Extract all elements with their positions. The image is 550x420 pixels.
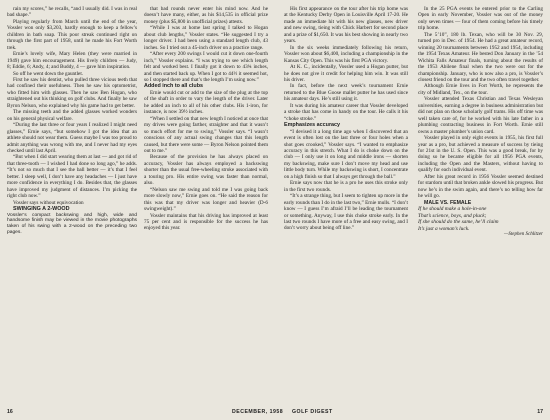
article-paragraph: “It’s a strange thing, but I seem to tighten up more in the early rounds than I do in the last two,” Ernie mulls. “I don’t know — I guess I’m afraid I’ll be leading the tournament or something. Anyway, I use this choke stroke early. In the last two rounds I have more of a free and easy swing, and I don’t worry about being off line.” [284, 193, 408, 232]
magazine-name: GOLF DIGEST [292, 409, 333, 415]
page-footer [0, 407, 550, 417]
article-paragraph: “But when I did start wearing them at last — and got rid of that three-tooth — I wished I had done so long ago,” he adds. “It’s not so much that I see the ball better — it’s that I feel better. I sleep well, I don’t have any headaches — I just have more confidence in everything I do. Besides that, the glasses have improved my judgment of distances. I’m picking the right club now.” [7, 154, 137, 200]
article-paragraph: “I devised it a long time ago when I discovered that an event is often lost on the last three or four holes when a shot goes crooked,” Vossler says. “I wanted to emphasize accuracy in this stretch. What I do is choke down on the club — I only use it on long and middle irons — shorten my backswing, make sure I don’t move my head and use little body turn. While my backswing is short, I concentrate on a high finish so that I always get through the ball.” [284, 128, 408, 180]
article-paragraph: His first appearance on the tour after his trip home was at the Kentucky Derby Open in Louisville April 17-20. He made an immediate hit with his new glasses, new driver and new swing, tieing with Chick Harbert for second place and a prize of $1,650. It was his best showing in nearly two years. [284, 6, 408, 45]
article-paragraph: that bad rounds never enter his mind now. And he doesn’t have many, either, as his $14,535 in official prize money (plus $5,800 in unofficial prizes) attests. [144, 6, 268, 25]
photo-caption: Vossler’s compact backswing and high, wide and handsome finish may be viewed in the movie photographs taken of his swing with a 2-wood on the preceding two pages. [7, 212, 137, 235]
article-paragraph: Ernie says now that he is a pro he uses this stroke only in the first two rounds. [284, 180, 408, 193]
article-paragraph: Ernie’s lovely wife, Mary Helen (they were married in 1949) gave him encouragement. His lively children — Judy, 8; Eddie, 6; Andy, 4; and Buddy, 4 — gave him inspiration. [7, 51, 137, 71]
article-paragraph: “During the last three or four years I realized I might need glasses,” Ernie says, “but somehow I got the idea that an athlete should not wear them. Guess maybe I was too proud to admit anything was wrong with me, and I never had my eyes checked until last April. [7, 122, 137, 154]
article-paragraph: At K. C., incidentally, Vossler used a Hogan putter, but he does not give it credit for helping him win. It was still his driver. [284, 64, 408, 83]
article-paragraph: It was during his amateur career that Vossler developed a stroke that has come in handy on the tour. He calls it his “choke stroke.” [284, 102, 408, 122]
article-paragraph: So off he went down the gauntlet. [13, 70, 84, 77]
article-paragraph: In the six weeks immediately following his return, Vossler won about $6,400, including a championship in the Kansas City Open. This was his first PGA victory. [284, 44, 408, 64]
page-number-right: 17 [537, 409, 543, 415]
article-paragraph: Ernie would cut or add to the size of the plug at the top of the shaft in order to vary the length of the driver. Later he added an inch to all of his other clubs. His 1-iron, for instance, is now 39½ inches. [144, 89, 268, 116]
article-paragraph: Vossler says without equivocation [13, 199, 84, 206]
article-paragraph: In fact, before the next week’s tournament Ernie returned to the Blue Goose mallet putter he has used since his amateur days. He’s still using it. [284, 83, 408, 103]
article-paragraph: Although Ernie lives in Fort Worth, he represents the city of Midland, Tex., on the tour. [418, 83, 543, 96]
article-paragraph: The 5’10”, 180 lb. Texan, who will be 30 Nov. 29, turned pro in Dec. of 1954. He had a great amateur record, winning 20 tournaments between 1952 and 1954, including the 1954 Texas Amateur. He bested Don January in the ’54 Wichita Falls Amateur finals, turning about the results of the 1953 Abilene final when the two were out for the championship. January, who is now also a pro, is Vossler’s closest friend on the tour and the two often travel together. [418, 31, 543, 83]
article-paragraph: Vossler played in only eight events in 1955, his first full year as a pro, but achieved a measure of success by tieing for 21st in the U. S. Open. This was a good break, for by doing so he became eligible for all 1956 PGA events, including the Open and the Masters, without having to qualify for each individual event. [418, 135, 543, 174]
poem-credit: —Stephen Schlitzer [503, 232, 543, 238]
article-paragraph: “While I was at home last spring I talked to Hogan about club lengths,” Vossler states. “He suggested I try a longer driver. I had been using a standard length club, 43 inches. So I tried out a 45-inch driver on a practice range. [144, 25, 268, 51]
poem-line: It’s just a woman’s luck. [418, 225, 470, 232]
poem-title: MALE VS. FEMALE [424, 199, 472, 206]
article-paragraph: After his great record in 1956 Vossler seemed destined for stardom until that broken ankle slowed his progress. But now he’s in the swim again, and there’s no telling how far he will go. [418, 173, 543, 200]
section-subhead: Emphasizes accuracy [284, 122, 341, 129]
article-paragraph: First he saw his dentist, who pulled three vicious teeth that had confined their usefulness. Then he saw his optometrist, who fitted him with glasses. Then he saw Ben Hogan, who straightened out his thinking on golf clubs. And finally he saw Byron Nelson, who explained why his game had to get better. [7, 76, 137, 109]
poem-line: If she should do the same, he’ll claim [418, 219, 499, 226]
column-2 [144, 6, 268, 232]
page-number-left: 16 [7, 409, 13, 415]
photo-caption-title: SWINGING A 2-WOOD [13, 206, 70, 213]
article-paragraph: Vossler attended Texas Christian and Texas Wesleyan universities, earning a degree in business administration but did not plan on those scholarly golf trams. His off time was well taken care of, for he worked with his late father in a plumbing contracting business in Fort Worth. Ernie still owns a master plumber’s union card. [418, 96, 543, 135]
article-paragraph: Playing regularly from March until the end of the year, Vossler won only $3,203, hardly enough to keep a fellow’s children in bath soap. This poor streak continued right on through the first part of 1958, until he made his Fort Worth trek. [7, 18, 137, 51]
column-3 [284, 6, 408, 232]
article-paragraph: “After every 200 swings I would cut it down one-fourth inch,” Vossler explains. “I was trying to see which length felt and worked best. I finally got it down to 43¾ inches, and then started back up. When I got to 44½ it seemed hot, so I stopped there and that’s the length I’m using now.” [144, 51, 268, 83]
poem-line: If he should make a hole-in-one [418, 206, 487, 213]
article-paragraph: Vossler maintains that his driving has improved at least 75 per cent and is responsible for the success he has enjoyed this year. [144, 212, 268, 232]
poem-line: That’s science, boys, and pluck; [418, 212, 487, 219]
article-paragraph: “When I settled on that new length I noticed at once that my drives were going farther, straighter and that it wasn’t so much effort for me to swing,” Vossler says. “I wasn’t conscious of any actual swing changes that this length caused, but there were some — Byron Nelson pointed them out to me.” [144, 115, 268, 154]
article-paragraph: “Nelson saw me swing and told me I was going back more slowly now,” Ernie goes on. “He said the reason for this was that my driver was longer and heavier (D-6 swingweight).” [144, 186, 268, 213]
section-subhead: Added inch to all clubs [144, 83, 204, 90]
article-paragraph: rain my scores,” he recalls, “and I usually did. I was in real bad shape.” [7, 6, 137, 19]
column-1 [7, 6, 137, 236]
article-paragraph: In the 25 PGA events he entered prior to the Carling Open in early November, Vossler was out of the money only seven times — four of them coming before his timely trip home. [418, 6, 543, 32]
article-paragraph: The missing teeth and the added glasses worked wonders on his general physical welfare. [7, 109, 137, 122]
column-4 [418, 6, 543, 239]
issue-date: DECEMBER, 1958 [232, 409, 284, 415]
article-paragraph: Because of the provision he has always placed on accuracy, Vossler has always employed a backswing shorter than the usual free-wheeling stroke associated with a touring pro. His entire swing was faster than normal, also. [144, 154, 268, 187]
